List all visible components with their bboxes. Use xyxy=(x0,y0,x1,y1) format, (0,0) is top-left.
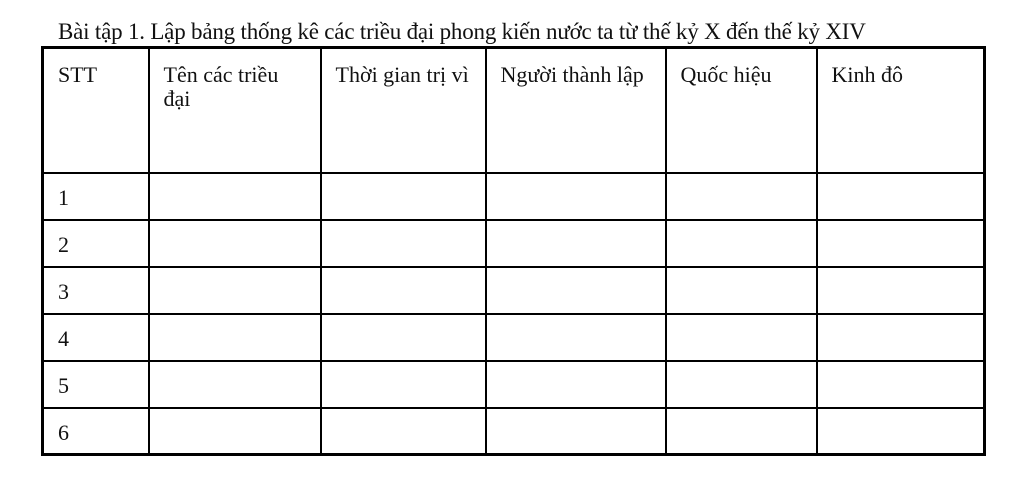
cell-country-name[interactable] xyxy=(666,408,817,455)
table-row xyxy=(43,408,985,455)
cell-dynasty[interactable] xyxy=(149,173,321,220)
cell-country-name[interactable] xyxy=(666,314,817,361)
cell-dynasty[interactable] xyxy=(149,361,321,408)
header-row xyxy=(43,48,985,173)
cell-reign[interactable] xyxy=(321,220,486,267)
cell-country-name[interactable] xyxy=(666,361,817,408)
table-row xyxy=(43,267,985,314)
dynasty-table xyxy=(41,46,986,456)
header-stt: STT xyxy=(43,48,149,173)
cell-reign[interactable] xyxy=(321,267,486,314)
cell-capital[interactable] xyxy=(817,361,985,408)
cell-reign[interactable] xyxy=(321,314,486,361)
cell-capital[interactable] xyxy=(817,408,985,455)
cell-founder[interactable] xyxy=(486,220,666,267)
cell-stt: 4 xyxy=(43,314,149,361)
header-reign-period: Thời gian trị vì xyxy=(321,48,486,173)
cell-country-name[interactable] xyxy=(666,220,817,267)
cell-founder[interactable] xyxy=(486,267,666,314)
cell-dynasty[interactable] xyxy=(149,267,321,314)
table-row xyxy=(43,314,985,361)
cell-capital[interactable] xyxy=(817,267,985,314)
cell-capital[interactable] xyxy=(817,220,985,267)
cell-dynasty[interactable] xyxy=(149,408,321,455)
cell-stt: 6 xyxy=(43,408,149,455)
cell-reign[interactable] xyxy=(321,408,486,455)
cell-capital[interactable] xyxy=(817,173,985,220)
cell-stt: 2 xyxy=(43,220,149,267)
cell-capital[interactable] xyxy=(817,314,985,361)
table-row xyxy=(43,173,985,220)
exercise-title: Bài tập 1. Lập bảng thống kê các triều đại phong kiến nước ta từ thế kỷ X đến thế kỷ XIV xyxy=(58,19,866,44)
cell-founder[interactable] xyxy=(486,361,666,408)
cell-reign[interactable] xyxy=(321,361,486,408)
cell-stt: 5 xyxy=(43,361,149,408)
header-capital: Kinh đô xyxy=(817,48,985,173)
cell-country-name[interactable] xyxy=(666,173,817,220)
cell-founder[interactable] xyxy=(486,408,666,455)
cell-stt: 1 xyxy=(43,173,149,220)
table-row xyxy=(43,220,985,267)
cell-stt: 3 xyxy=(43,267,149,314)
header-dynasty-name: Tên các triều đại xyxy=(149,48,321,173)
cell-founder[interactable] xyxy=(486,314,666,361)
cell-dynasty[interactable] xyxy=(149,220,321,267)
header-founder: Người thành lập xyxy=(486,48,666,173)
cell-dynasty[interactable] xyxy=(149,314,321,361)
table-row xyxy=(43,361,985,408)
header-country-name: Quốc hiệu xyxy=(666,48,817,173)
cell-founder[interactable] xyxy=(486,173,666,220)
cell-reign[interactable] xyxy=(321,173,486,220)
cell-country-name[interactable] xyxy=(666,267,817,314)
